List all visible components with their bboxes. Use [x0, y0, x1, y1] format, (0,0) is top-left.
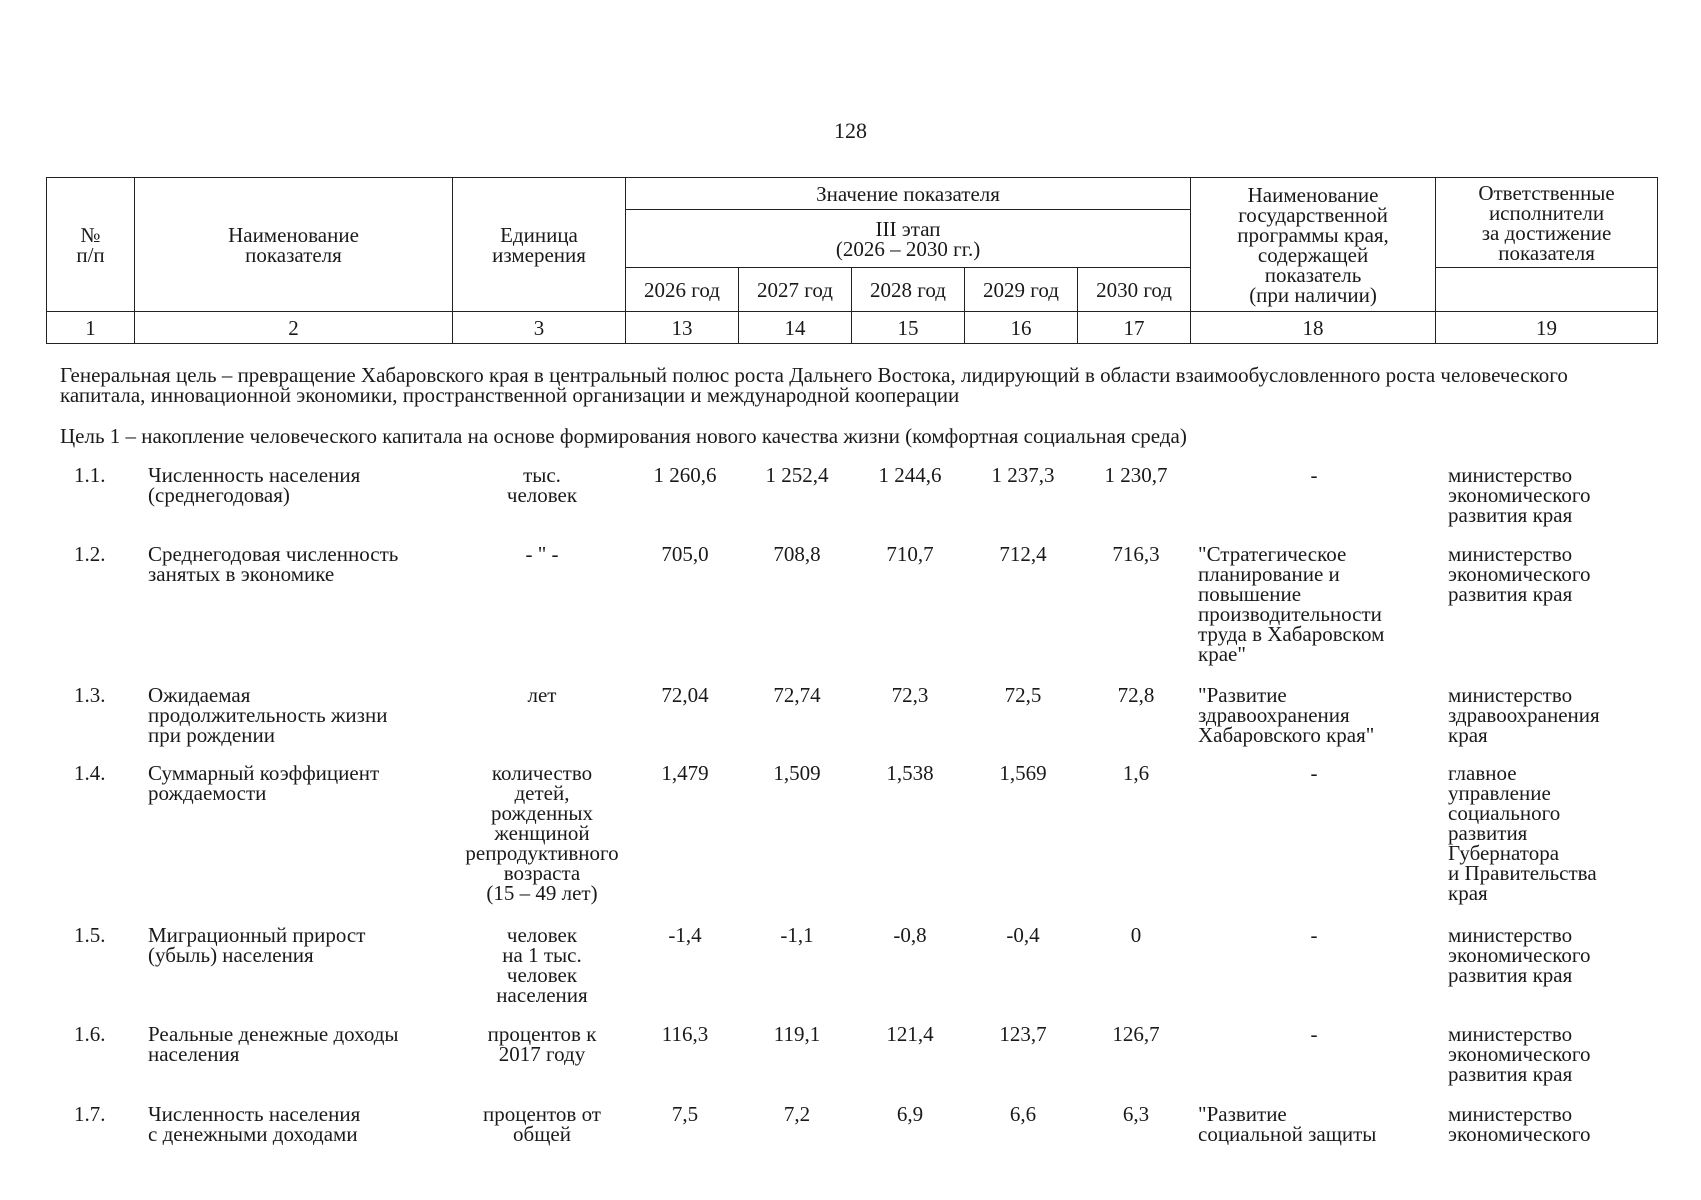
value-2026: 705,0 [661, 542, 709, 566]
value-2028: 1 244,6 [878, 463, 942, 487]
program-name: "Развитие здравоохранения Хабаровского края" [1198, 683, 1375, 747]
responsible: министерство экономического развития края [1448, 923, 1591, 987]
value-2029: 1,569 [999, 761, 1047, 785]
value-2028: -0,8 [893, 923, 927, 947]
program-name: - [1310, 1022, 1318, 1046]
value-2026: 1 260,6 [653, 463, 717, 487]
responsible: министерство здравоохранения края [1448, 683, 1600, 747]
general-goal: Генеральная цель – превращение Хабаровского края в центральный полюс роста Дальнего Востока, лидирующий в области взаимообусловленного роста человеческого капитала, инновационной экономики, пространственной организации и международной кооперации [60, 363, 1568, 407]
value-2029: 712,4 [999, 542, 1047, 566]
value-2029: 1 237,3 [991, 463, 1055, 487]
row-number: 1.6. [74, 1022, 106, 1046]
column-number: 2 [135, 312, 453, 344]
value-2029: 6,6 [1009, 1102, 1037, 1126]
value-2027: 1,509 [773, 761, 821, 785]
program-name: - [1310, 463, 1318, 487]
program-name: - [1310, 923, 1318, 947]
value-2026: 7,5 [671, 1102, 699, 1126]
column-number: 17 [1078, 312, 1191, 344]
value-2028: 1,538 [886, 761, 934, 785]
header-year: 2026 год [626, 268, 739, 312]
program-name: - [1310, 761, 1318, 785]
goal-1: Цель 1 – накопление человеческого капитала на основе формирования нового качества жизни (комфортная социальная среда) [60, 424, 1187, 448]
value-2027: -1,1 [780, 923, 814, 947]
value-2026: 1,479 [661, 761, 709, 785]
page-number: 128 [834, 118, 867, 143]
value-2028: 710,7 [886, 542, 934, 566]
value-2028: 121,4 [886, 1022, 934, 1046]
value-2029: 123,7 [999, 1022, 1047, 1046]
column-number: 15 [852, 312, 965, 344]
value-2030: 1 230,7 [1104, 463, 1168, 487]
responsible: министерство экономического развития края [1448, 542, 1591, 606]
indicator-unit: процентов от общей [482, 1102, 601, 1146]
responsible: главное управление социального развития Губернатора и Правительства края [1448, 761, 1597, 905]
column-number: 13 [626, 312, 739, 344]
indicator-name: Среднегодовая численность занятых в экономике [148, 542, 399, 586]
program-name: "Развитие социальной защиты [1198, 1102, 1377, 1146]
value-2027: 119,1 [773, 1022, 821, 1046]
header-year: 2028 год [852, 268, 965, 312]
indicator-unit: тыс. человек [506, 463, 578, 507]
header-stage: III этап (2026 – 2030 гг.) [626, 210, 1191, 268]
header-no: № п/п [47, 178, 135, 312]
header-year: 2030 год [1078, 268, 1191, 312]
indicator-unit: лет [527, 683, 557, 707]
responsible: министерство экономического развития края [1448, 463, 1591, 527]
responsible: министерство экономического развития края [1448, 1022, 1591, 1086]
indicator-name: Миграционный прирост (убыль) населения [148, 923, 366, 967]
indicator-unit: человек на 1 тыс. человек населения [496, 923, 588, 1007]
indicator-name: Численность населения (среднегодовая) [148, 463, 361, 507]
row-number: 1.3. [74, 683, 106, 707]
indicator-unit: - " - [525, 542, 559, 566]
column-number: 16 [965, 312, 1078, 344]
column-number: 1 [47, 312, 135, 344]
value-2029: -0,4 [1006, 923, 1040, 947]
indicator-name: Ожидаемая продолжительность жизни при рождении [148, 683, 388, 747]
indicator-table-header [46, 177, 1658, 344]
header-responsible: Ответственные исполнители за достижение показателя [1436, 178, 1658, 268]
header-responsible-empty [1436, 268, 1658, 312]
header-unit: Единица измерения [453, 178, 626, 312]
indicator-name: Реальные денежные доходы населения [148, 1022, 399, 1066]
value-2030: 1,6 [1122, 761, 1150, 785]
value-2027: 1 252,4 [765, 463, 829, 487]
header-year: 2029 год [965, 268, 1078, 312]
value-2026: 116,3 [661, 1022, 709, 1046]
column-number: 19 [1436, 312, 1658, 344]
value-2027: 72,74 [773, 683, 821, 707]
column-number: 18 [1191, 312, 1436, 344]
header-value: Значение показателя [626, 178, 1191, 210]
row-number: 1.2. [74, 542, 106, 566]
value-2029: 72,5 [1004, 683, 1042, 707]
value-2030: 72,8 [1117, 683, 1155, 707]
row-number: 1.4. [74, 761, 106, 785]
responsible: министерство экономического [1448, 1102, 1591, 1146]
value-2030: 716,3 [1112, 542, 1160, 566]
value-2026: -1,4 [668, 923, 702, 947]
indicator-name: Суммарный коэффициент рождаемости [148, 761, 380, 805]
header-year: 2027 год [739, 268, 852, 312]
program-name: "Стратегическое планирование и повышение производительности труда в Хабаровском крае" [1198, 542, 1385, 666]
value-2030: 6,3 [1122, 1102, 1150, 1126]
header-program: Наименование государственной программы края, содержащей показатель (при наличии) [1191, 178, 1436, 312]
value-2030: 0 [1130, 923, 1142, 947]
value-2028: 6,9 [896, 1102, 924, 1126]
indicator-name: Численность населения с денежными доходами [148, 1102, 361, 1146]
indicator-unit: количество детей, рожденных женщиной репродуктивного возраста (15 – 49 лет) [465, 761, 619, 905]
row-number: 1.7. [74, 1102, 106, 1126]
value-2028: 72,3 [891, 683, 929, 707]
row-number: 1.5. [74, 923, 106, 947]
header-name: Наименование показателя [135, 178, 453, 312]
value-2027: 7,2 [783, 1102, 811, 1126]
column-number: 3 [453, 312, 626, 344]
row-number: 1.1. [74, 463, 106, 487]
column-number: 14 [739, 312, 852, 344]
value-2030: 126,7 [1112, 1022, 1160, 1046]
value-2026: 72,04 [661, 683, 709, 707]
indicator-unit: процентов к 2017 году [487, 1022, 597, 1066]
value-2027: 708,8 [773, 542, 821, 566]
